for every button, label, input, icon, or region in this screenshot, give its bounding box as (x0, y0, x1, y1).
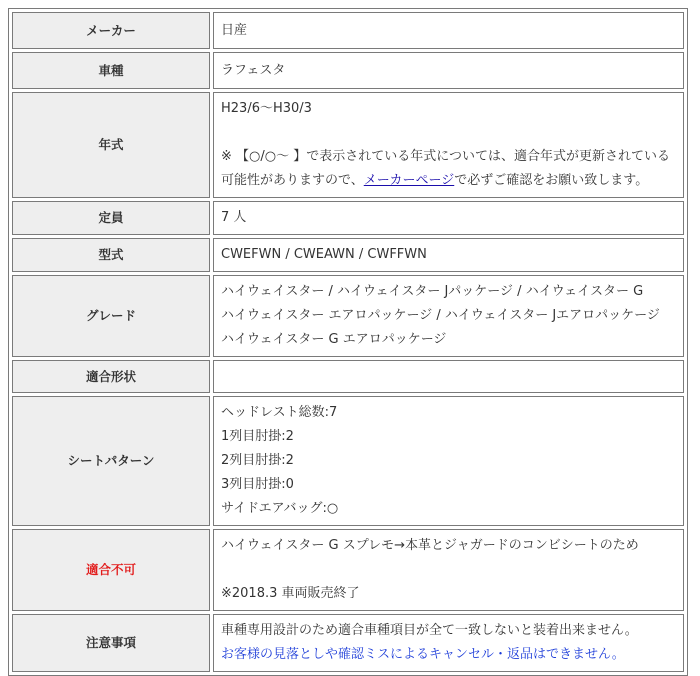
year-label: 年式 (12, 92, 210, 198)
notes-label: 注意事項 (12, 614, 210, 672)
row-shape (12, 360, 684, 393)
capacity-value: 7 人 (213, 201, 684, 235)
seat-pattern-line: 3列目肘掛:0 (221, 477, 294, 492)
shape-value (213, 360, 684, 393)
seat-pattern-line: 1列目肘掛:2 (221, 429, 294, 444)
incompatible-value-cell (213, 529, 684, 611)
seat-pattern-value-cell (213, 396, 684, 526)
incompatible-label: 適合不可 (12, 529, 210, 611)
row-notes (12, 614, 684, 672)
model-code-value: CWEFWN / CWEAWN / CWFFWN (213, 238, 684, 272)
maker-page-link[interactable]: メーカーページ (363, 173, 455, 188)
row-incompatible (12, 529, 684, 611)
row-model-code (12, 238, 684, 272)
seat-pattern-line: サイドエアバッグ:○ (221, 501, 339, 516)
notes-line-2: お客様の見落としや確認ミスによるキャンセル・返品はできません。 (221, 647, 625, 662)
grade-line: ハイウェイスター G エアロパッケージ (221, 332, 447, 347)
model-value: ラフェスタ (213, 52, 684, 89)
incompatible-line-2: ※2018.3 車両販売終了 (221, 586, 360, 601)
spec-table (8, 8, 688, 676)
row-model (12, 52, 684, 89)
year-note-line-2 (221, 169, 677, 193)
seat-pattern-line: ヘッドレスト総数:7 (221, 405, 338, 420)
year-value-cell (213, 92, 684, 198)
maker-label: メーカー (12, 12, 210, 49)
seat-pattern-label: シートパターン (12, 396, 210, 526)
row-year (12, 92, 684, 198)
grade-line: ハイウェイスター エアロパッケージ / ハイウェイスター Jエアロパッケージ (221, 308, 660, 323)
row-capacity (12, 201, 684, 235)
model-code-label: 型式 (12, 238, 210, 272)
maker-value: 日産 (213, 12, 684, 49)
seat-pattern-line: 2列目肘掛:2 (221, 453, 294, 468)
notes-value-cell (213, 614, 684, 672)
year-note-text-b: で必ずご確認をお願い致します。 (454, 173, 649, 188)
year-value: H23/6～H30/3 (221, 101, 312, 116)
grade-line: ハイウェイスター / ハイウェイスター Jパッケージ / ハイウェイスター G (221, 284, 644, 299)
notes-line-1: 車種専用設計のため適合車種項目が全て一致しないと装着出来ません。 (221, 623, 638, 638)
year-note-line-1: ※ 【○/○～ 】で表示されている年式については、適合年式が更新されている (221, 149, 670, 164)
year-note-text-a: 可能性がありますので、 (221, 173, 364, 188)
shape-label: 適合形状 (12, 360, 210, 393)
model-label: 車種 (12, 52, 210, 89)
grade-label: グレード (12, 275, 210, 357)
row-maker (12, 12, 684, 49)
year-spacer (221, 121, 677, 145)
incompatible-spacer (221, 558, 677, 582)
incompatible-line-1: ハイウェイスター G スプレモ→本革とジャガードのコンビシートのため (221, 538, 639, 553)
grade-value-cell (213, 275, 684, 357)
row-seat-pattern (12, 396, 684, 526)
row-grade (12, 275, 684, 357)
capacity-label: 定員 (12, 201, 210, 235)
